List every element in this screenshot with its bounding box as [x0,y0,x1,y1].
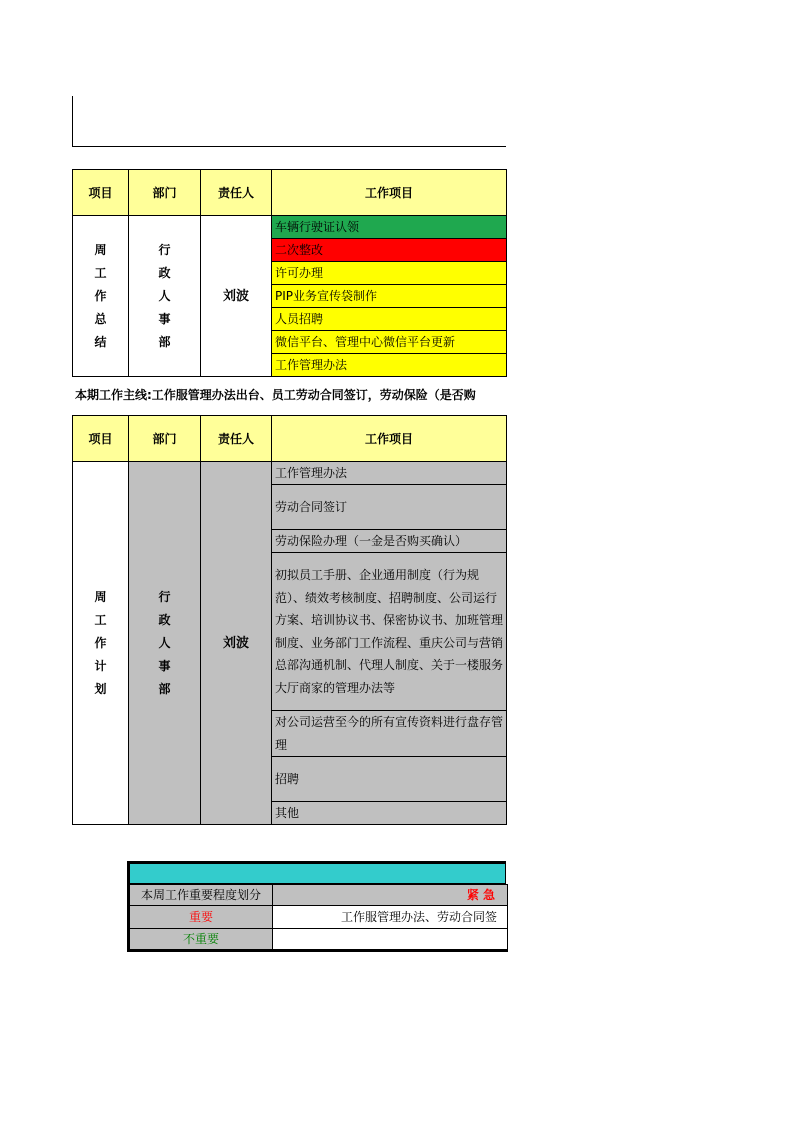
plan-item: 其他 [272,802,507,825]
summary-header-dept: 部门 [129,170,201,216]
summary-owner: 刘波 [201,216,272,377]
plan-item: 工作管理办法 [272,462,507,485]
plan-header-work: 工作项目 [272,416,507,462]
summary-item: 二次整改 [272,239,507,262]
summary-item: 微信平台、管理中心微信平台更新 [272,331,507,354]
summary-table [72,169,507,377]
plan-item: 初拟员工手册、企业通用制度（行为规范）、绩效考核制度、招聘制度、公司运行方案、培训协议书、保密协议书、加班管理制度、业务部门工作流程、重庆公司与营销总部沟通机制、代理人制度、关于一楼服务大厅商家的管理办法等 [272,553,507,711]
summary-header-item: 项目 [73,170,129,216]
summary-item: 许可办理 [272,262,507,285]
summary-header-owner: 责任人 [201,170,272,216]
importance-header-label: 本周工作重要程度划分 [129,885,273,906]
plan-header-item: 项目 [73,416,129,462]
summary-item: 人员招聘 [272,308,507,331]
frame-left-line [72,96,73,147]
plan-category: 周 工 作 计 划 [73,462,129,825]
plan-item: 劳动保险办理（一金是否购买确认） [272,530,507,553]
plan-item: 招聘 [272,757,507,802]
summary-item: 车辆行驶证认领 [272,216,507,239]
importance-row-label-unimportant: 不重要 [129,929,273,951]
importance-row-value-important: 工作服管理办法、劳动合同签 [273,906,508,929]
plan-item: 对公司运营至今的所有宣传资料进行盘存管理 [272,711,507,757]
summary-item: PIP业务宣传袋制作 [272,285,507,308]
frame-top-line [72,146,506,147]
plan-header-dept: 部门 [129,416,201,462]
summary-department: 行 政 人 事 部 [129,216,201,377]
importance-urgent-label: 紧 急 [273,885,508,906]
plan-department: 行 政 人 事 部 [129,462,201,825]
plan-owner: 刘波 [201,462,272,825]
importance-row-value-unimportant [273,929,508,951]
main-line-text: 本期工作主线:工作服管理办法出台、员工劳动合同签订，劳动保险（是否购 [75,388,476,402]
summary-item: 工作管理办法 [272,354,507,377]
importance-row-label-important: 重要 [129,906,273,929]
plan-table [72,415,507,825]
importance-header-bar [127,861,506,884]
plan-header-owner: 责任人 [201,416,272,462]
summary-header-work: 工作项目 [272,170,507,216]
summary-category: 周 工 作 总 结 [73,216,129,377]
plan-item: 劳动合同签订 [272,485,507,530]
importance-table [127,884,508,952]
